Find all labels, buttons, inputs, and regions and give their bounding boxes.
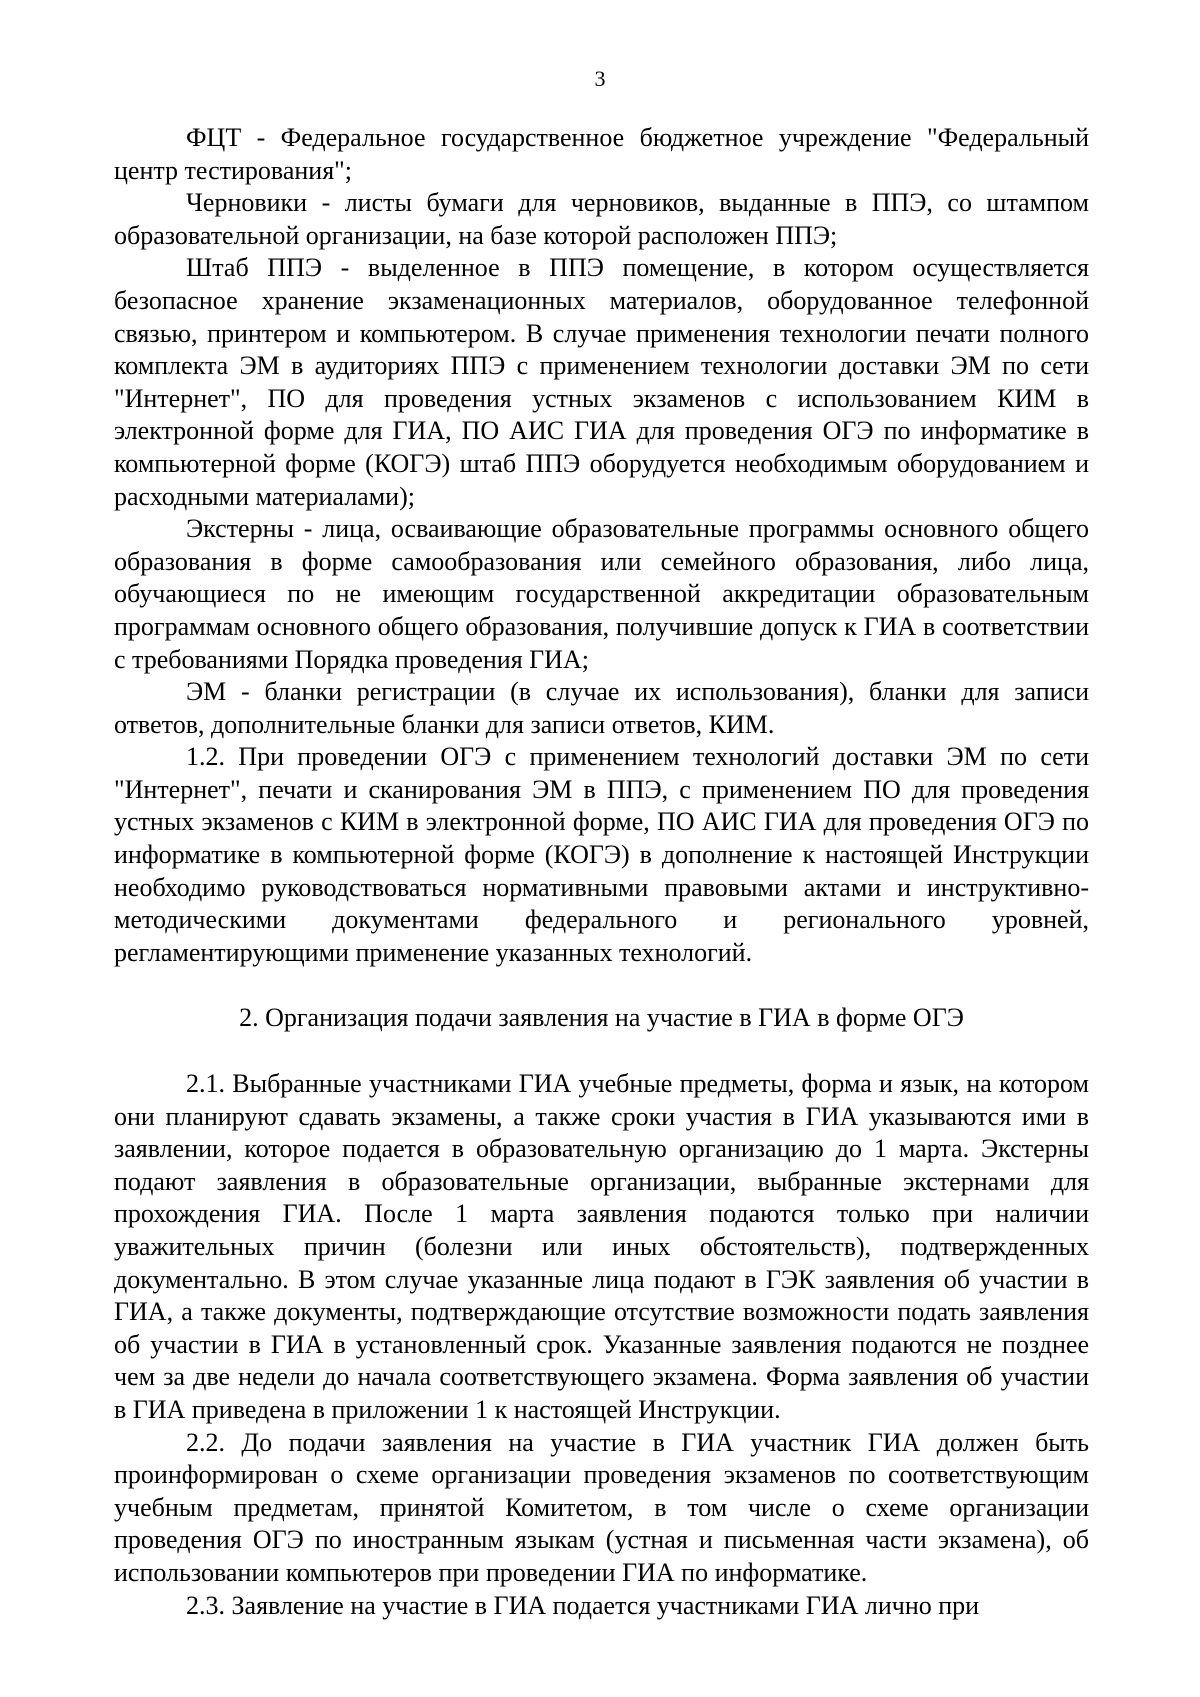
document-body	[114, 122, 1089, 1622]
definition-exam-materials: ЭМ - бланки регистрации (в случае их использования), бланки для записи ответов, дополнительные бланки для записи ответов, КИМ.	[114, 677, 1089, 739]
definition-ftc: ФЦТ - Федеральное государственное бюджетное учреждение "Федеральный центр тестирования";	[114, 123, 1089, 185]
paragraph-2-1: 2.1. Выбранные участниками ГИА учебные предметы, форма и язык, на котором они планируют сдавать экзамены, а также сроки участия в ГИА указываются ими в заявлении, которое подается в образовательную организацию до 1 марта. Экстерны подают заявления в образовательные организации, выбранные экстернами для прохождения ГИА. После 1 марта заявления подаются только при наличии уважительных причин (болезни или иных обстоятельств), подтвержденных документально. В этом случае указанные лица подают в ГЭК заявления об участии в ГИА, а также документы, подтверждающие отсутствие возможности подать заявления об участии в ГИА в установленный срок. Указанные заявления подаются не позднее чем за две недели до начала соответствующего экзамена. Форма заявления об участии в ГИА приведена в приложении 1 к настоящей Инструкции.	[114, 1069, 1089, 1424]
paragraph-2-2: 2.2. До подачи заявления на участие в ГИА участник ГИА должен быть проинформирован о схеме организации проведения экзаменов по соответствующим учебным предметам, принятой Комитетом, в том числе о схеме организации проведения ОГЭ по иностранным языкам (устная и письменная части экзамена), об использовании компьютеров при проведении ГИА по информатике.	[114, 1427, 1089, 1587]
section-heading: 2. Организация подачи заявления на участие в ГИА в форме ОГЭ	[239, 1003, 964, 1033]
definition-ppe-headquarters: Штаб ППЭ - выделенное в ППЭ помещение, в котором осуществляется безопасное хранение экзаменационных материалов, оборудованное телефонной связью, принтером и компьютером. В случае применения технологии печати полного комплекта ЭМ в аудиториях ППЭ с применением технологии доставки ЭМ по сети "Интернет", ПО для проведения устных экзаменов с использованием КИМ в электронной форме для ГИА, ПО АИС ГИА для проведения ОГЭ по информатике в компьютерной форме (КОГЭ) штаб ППЭ оборудуется необходимым оборудованием и расходными материалами);	[114, 253, 1089, 511]
paragraph-2-3: 2.3. Заявление на участие в ГИА подается участниками ГИА лично при	[186, 1590, 980, 1620]
page-number: 3	[594, 66, 606, 91]
definition-external-students: Экстерны - лица, осваивающие образовательные программы основного общего образования в форме самообразования или семейного образования, либо лица, обучающиеся по не имеющим государственной аккредитации образовательным программам основного общего образования, получившие допуск к ГИА в соответствии с требованиями Порядка проведения ГИА;	[114, 514, 1089, 674]
definition-drafts: Черновики - листы бумаги для черновиков, выданные в ППЭ, со штампом образовательной организации, на базе которой расположен ППЭ;	[114, 188, 1089, 250]
paragraph-1-2: 1.2. При проведении ОГЭ с применением технологий доставки ЭМ по сети "Интернет", печати и сканирования ЭМ в ППЭ, с применением ПО для проведения устных экзаменов с КИМ в электронной форме, ПО АИС ГИА для проведения ОГЭ по информатике в компьютерной форме (КОГЭ) в дополнение к настоящей Инструкции необходимо руководствоваться нормативными правовыми актами и инструктивно-методическими документами федерального и регионального уровней, регламентирующими применение указанных технологий.	[114, 742, 1089, 967]
